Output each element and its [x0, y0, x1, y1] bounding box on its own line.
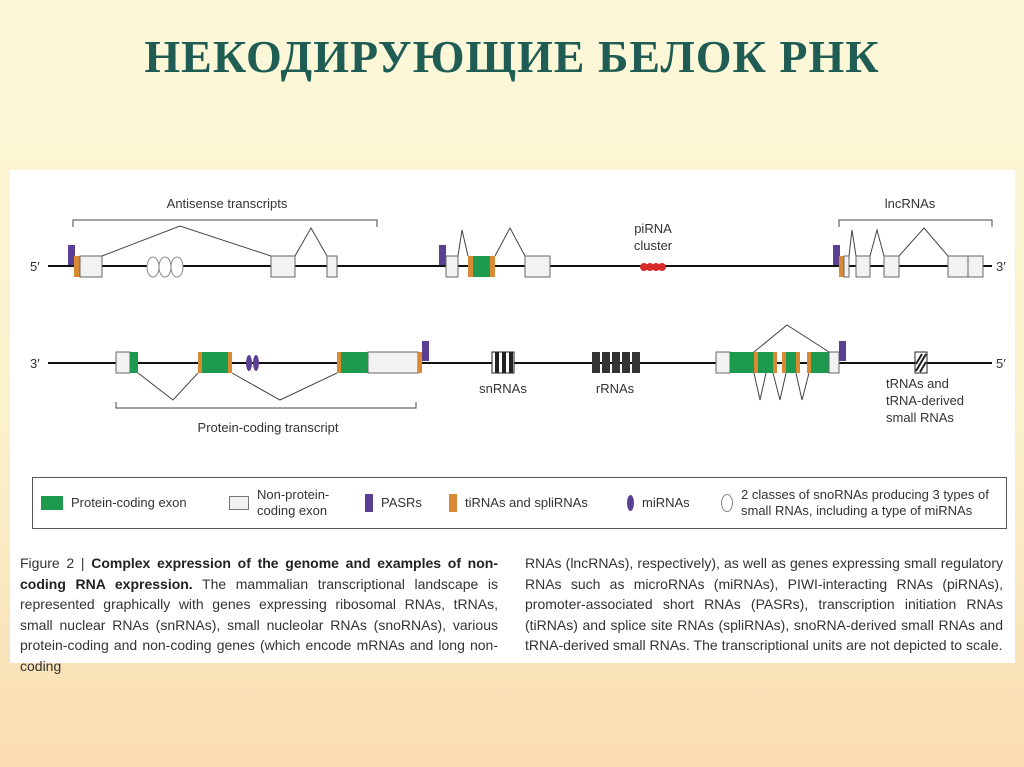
- pasr-mark: [839, 341, 846, 361]
- protein-coding-label: Protein-coding transcript: [197, 420, 339, 435]
- protein-coding-bracket: [116, 402, 416, 408]
- figure-panel: [10, 170, 1015, 674]
- noncoding-exon: [116, 352, 130, 373]
- intron-splice: [849, 230, 856, 256]
- legend-label: miRNAs: [642, 495, 690, 510]
- tirna-mark: [418, 352, 422, 373]
- legend-label: [741, 487, 989, 519]
- legend-white-swatch: [229, 496, 249, 510]
- legend-label-line1: 2 classes of snoRNAs producing 3 types of: [741, 487, 989, 502]
- legend-label-line2: coding exon: [257, 503, 328, 518]
- rrna-block: [592, 352, 600, 373]
- noncoding-exon: [368, 352, 418, 373]
- noncoding-exon: [716, 352, 730, 373]
- antisense-bracket: [73, 220, 377, 227]
- intron-splice: [458, 230, 468, 256]
- bottom-strand-5prime: 5′: [996, 356, 1006, 371]
- caption-left-body: The mammalian transcriptional landscape is represented graphically with genes expressing ribosomal RNAs, tRNAs, small nuclear RNAs (snRNAs), small nucleolar RNAs (snoRNAs), various protein-coding and non-coding genes (which encode mRNAs and long non-coding: [20, 575, 498, 674]
- tirna-mark: [337, 352, 341, 373]
- genome-diagram: [10, 170, 1015, 470]
- mirna-mark: [253, 355, 259, 371]
- pasr-mark: [833, 245, 840, 265]
- legend-label: PASRs: [381, 495, 422, 510]
- snorna-mark: [147, 257, 159, 277]
- snrna-stripe: [502, 352, 506, 373]
- coding-exon: [758, 352, 773, 373]
- legend-snornas: [721, 478, 989, 528]
- intron-splice: [754, 325, 829, 352]
- legend-mirna-swatch: [627, 495, 634, 511]
- legend-label: Protein-coding exon: [71, 495, 187, 510]
- intron-splice: [899, 228, 948, 256]
- slide-title: НЕКОДИРУЮЩИЕ БЕЛОК РНК: [144, 31, 880, 82]
- intron-splice: [138, 373, 198, 400]
- noncoding-exon: [856, 256, 870, 277]
- noncoding-exon: [948, 256, 983, 277]
- antisense-label: Antisense transcripts: [166, 196, 288, 211]
- coding-exon: [730, 352, 754, 373]
- mirna-mark: [246, 355, 252, 371]
- pirna-label-line2: cluster: [633, 238, 673, 253]
- intron-splice: [773, 373, 786, 400]
- legend-label: [257, 487, 329, 519]
- tirna-mark: [782, 352, 786, 373]
- legend-non-protein-exon: [229, 478, 329, 528]
- tirna-mark: [468, 256, 473, 277]
- pirna-dot: [658, 263, 666, 271]
- top-strand-3prime: 3′: [996, 259, 1006, 274]
- lncrna-label: lncRNAs: [884, 196, 936, 211]
- snrna-label: snRNAs: [479, 381, 527, 396]
- noncoding-exon: [829, 352, 839, 373]
- coding-exon: [202, 352, 228, 373]
- trna-label-line3: small RNAs: [886, 410, 954, 425]
- legend-purple-swatch: [365, 494, 373, 512]
- snrna-stripe: [509, 352, 513, 373]
- caption-figure-label: Figure 2 |: [20, 555, 85, 571]
- pasr-mark: [439, 245, 446, 265]
- intron-splice: [870, 230, 884, 256]
- noncoding-exon: [327, 256, 337, 277]
- legend-label-line1: Non-protein-: [257, 487, 330, 502]
- intron-splice: [232, 373, 337, 400]
- legend-orange-swatch: [449, 494, 457, 512]
- tirna-mark: [490, 256, 495, 277]
- rrna-block: [612, 352, 620, 373]
- tirna-mark: [754, 352, 758, 373]
- intron-splice: [102, 226, 271, 256]
- coding-exon: [811, 352, 829, 373]
- noncoding-exon: [525, 256, 550, 277]
- tirna-mark: [773, 352, 777, 373]
- noncoding-exon: [271, 256, 295, 277]
- pasr-mark: [422, 341, 429, 361]
- legend-snorna-swatch: [721, 494, 733, 512]
- coding-exon: [130, 352, 138, 373]
- noncoding-exon: [884, 256, 899, 277]
- noncoding-exon: [80, 256, 102, 277]
- rrna-block: [632, 352, 640, 373]
- coding-exon: [786, 352, 796, 373]
- snrna-stripe: [495, 352, 499, 373]
- tirna-mark: [796, 352, 800, 373]
- pirna-label-line1: piRNA: [634, 221, 672, 236]
- trna-label-line2: tRNA-derived: [886, 393, 965, 408]
- legend-label: tiRNAs and spliRNAs: [465, 495, 588, 510]
- legend-tirnas: [449, 478, 588, 528]
- tirna-mark: [198, 352, 202, 373]
- noncoding-exon: [844, 256, 849, 277]
- legend-pasrs: [365, 478, 422, 528]
- intron-splice: [796, 373, 809, 400]
- legend-green-swatch: [41, 496, 63, 510]
- rrna-block: [622, 352, 630, 373]
- legend-mirnas: [627, 478, 690, 528]
- snorna-mark: [159, 257, 171, 277]
- caption-bold-title: Complex expression of the genome and examples of non-coding RNA expression.: [20, 555, 499, 592]
- legend: [32, 477, 1007, 529]
- tirna-mark: [839, 256, 844, 277]
- legend-label-line2: small RNAs, including a type of miRNAs: [741, 503, 973, 518]
- intron-splice: [754, 373, 766, 400]
- intron-splice: [495, 228, 525, 256]
- coding-exon: [341, 352, 368, 373]
- tirna-mark: [228, 352, 232, 373]
- pasr-mark: [68, 245, 75, 265]
- bottom-strand-3prime: 3′: [30, 356, 40, 371]
- rrna-block: [602, 352, 610, 373]
- caption-right-column: RNAs (lncRNAs), respectively), as well as genes expressing small regulatory RNAs such as microRNAs (miRNAs), PIWI-interacting RNAs (piRNAs), promoter-associated short RNAs (PASRs), transcription initiation RNAs (tiRNAs) and splice site RNAs (spliRNAs), snoRNA-derived small RNAs and tRNA-derived small RNAs. The transcriptional units are not depicted to scale.: [525, 555, 1003, 654]
- trna-label-line1: tRNAs and: [886, 376, 949, 391]
- rrna-label: rRNAs: [595, 381, 635, 396]
- legend-protein-coding-exon: [41, 478, 187, 528]
- tirna-mark: [807, 352, 811, 373]
- snorna-mark: [171, 257, 183, 277]
- top-strand-5prime: 5′: [30, 259, 40, 274]
- noncoding-exon: [446, 256, 458, 277]
- lncrna-bracket: [839, 220, 992, 227]
- coding-exon: [473, 256, 490, 277]
- intron-splice: [295, 228, 327, 256]
- caption-left-column: [20, 553, 498, 677]
- tirna-mark: [74, 256, 80, 277]
